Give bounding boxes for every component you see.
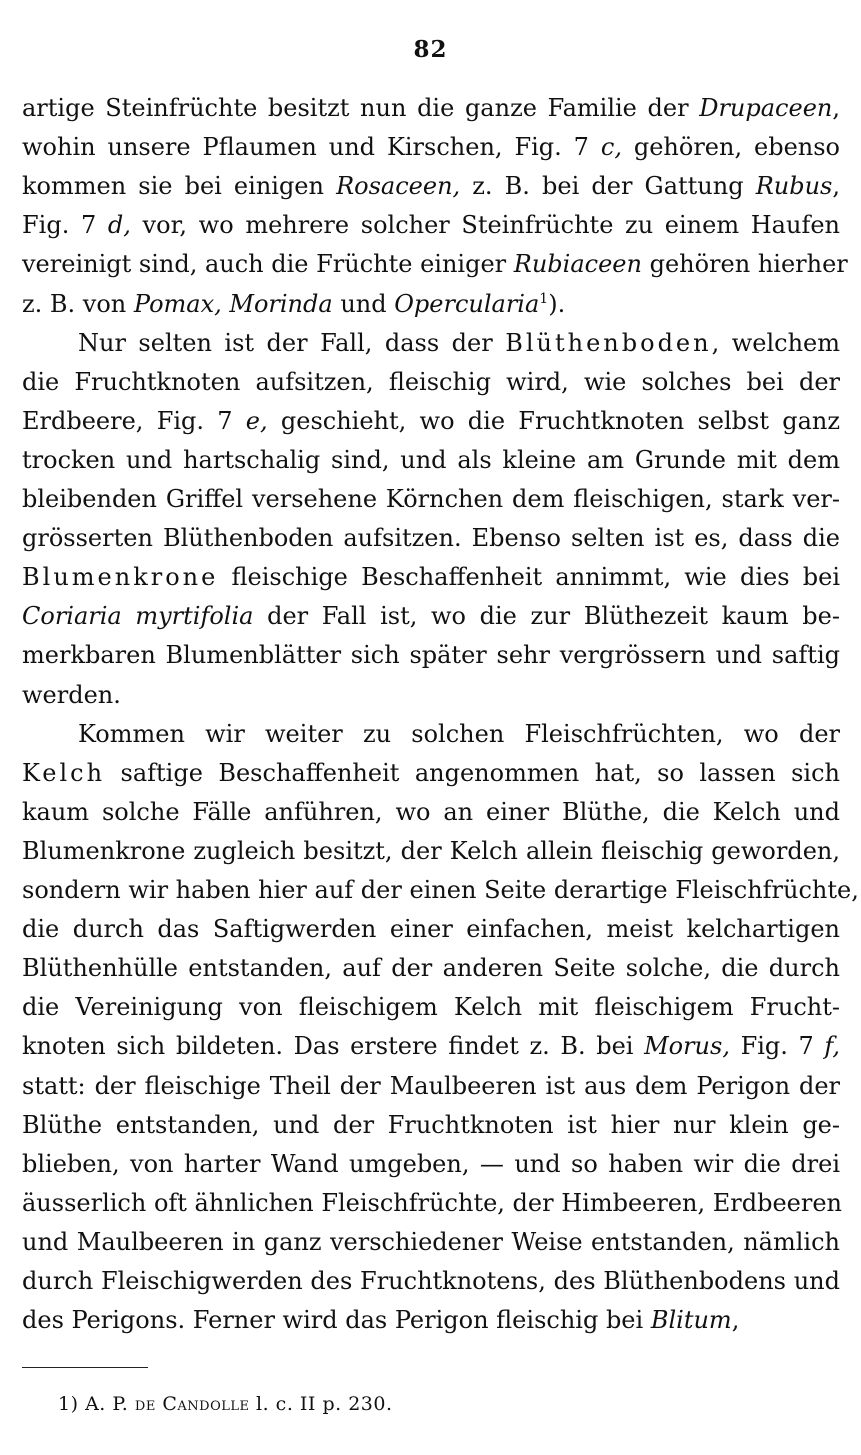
text-line (22, 831, 840, 871)
text-line (22, 557, 840, 597)
text-line (22, 479, 840, 519)
italic-term: Blitum (650, 1306, 732, 1335)
text-segment: wohin unsere Pflaumen und Kirschen, Fig. 7 (22, 133, 601, 162)
text-segment: merkbaren Blumenblätter sich später sehr vergrössern und saftig (22, 641, 840, 670)
text-segment: , (832, 172, 841, 201)
spaced-term: Kelch (22, 758, 106, 787)
footnote-ref: 1 (539, 290, 549, 307)
italic-term: c, (600, 133, 622, 162)
text-line (22, 909, 840, 949)
italic-term: Rubiaceen (513, 250, 642, 279)
text-segment: kaum solche Fälle anführen, wo an einer Blüthe, die Kelch und (22, 797, 840, 826)
text-line (22, 1026, 840, 1066)
text-segment: ). (548, 289, 566, 318)
text-line (22, 1300, 840, 1340)
text-line (22, 205, 840, 245)
text-line (22, 1144, 840, 1184)
text-line (22, 675, 840, 715)
text-line (22, 1261, 840, 1301)
text-line (22, 440, 840, 480)
text-line (22, 244, 848, 284)
text-segment: der Fall ist, wo die zur Blüthezeit kaum be- (253, 602, 840, 631)
text-segment: die durch das Saftigwerden einer einfachen, meist kelchartigen (22, 915, 840, 944)
footnote-author-initials: A. P. (85, 1393, 129, 1415)
text-segment: geschieht, wo die Fruchtknoten selbst ganz (267, 406, 840, 435)
text-segment: und Maulbeeren in ganz verschiedener Weise entstanden, nämlich (22, 1227, 840, 1256)
text-segment: blieben, von harter Wand umgeben, — und so haben wir die drei (22, 1149, 840, 1178)
text-line (78, 714, 840, 754)
text-line (22, 1183, 843, 1223)
page-number: 82 (413, 36, 448, 63)
footnote (58, 1392, 393, 1416)
text-line (22, 518, 840, 558)
text-segment: , welchem (711, 328, 840, 357)
text-line (22, 635, 840, 675)
text-line (22, 127, 840, 167)
italic-term: Pomax, Morinda (133, 289, 333, 318)
text-segment: fleischige Beschaffenheit annimmt, wie dies bei (218, 563, 840, 592)
footnote-author-name: de Candolle (134, 1393, 250, 1415)
text-line (22, 792, 840, 832)
text-line (22, 1105, 840, 1145)
text-line (22, 362, 840, 402)
text-line (22, 88, 840, 128)
text-segment: statt: der fleischige Theil der Maulbeeren ist aus dem Perigon der (22, 1071, 840, 1100)
footnote-divider (22, 1367, 148, 1368)
text-segment: gehören, ebenso (621, 133, 841, 162)
text-segment: Blumenkrone zugleich besitzt, der Kelch allein fleischig geworden, (22, 836, 840, 865)
text-segment: , (731, 1306, 740, 1335)
italic-term: Morus, (644, 1032, 730, 1061)
text-segment: , (832, 94, 840, 122)
text-segment: vor, wo mehrere solcher Steinfrüchte zu einem Haufen (130, 211, 840, 240)
text-line (22, 870, 859, 910)
footnote-marker: 1) (58, 1393, 79, 1415)
text-segment: gehören hierher (641, 250, 848, 279)
text-segment: Fig. 7 (729, 1032, 825, 1061)
italic-term: e, (245, 406, 268, 435)
text-segment: Blüthenhülle entstanden, auf der anderen Seite solche, die durch (22, 954, 840, 983)
italic-term: Coriaria myrtifolia (22, 602, 254, 631)
text-line (78, 323, 840, 363)
text-segment: vereinigt sind, auch die Früchte einiger (22, 250, 514, 279)
text-segment: saftige Beschaffenheit angenommen hat, so lassen sich (105, 758, 840, 787)
italic-term: Rosaceen, (336, 172, 461, 201)
text-segment: durch Fleischigwerden des Fruchtknotens, des Blüthenbodens und (22, 1267, 840, 1295)
text-line (22, 1066, 840, 1106)
text-segment: trocken und hartschalig sind, und als kleine am Grunde mit dem (22, 445, 840, 474)
text-segment: werden. (22, 680, 121, 709)
spaced-term: Blüthenboden (505, 328, 712, 357)
text-segment: sondern wir haben hier auf der einen Seite derartige Fleischfrüchte, (22, 876, 859, 904)
text-segment: bleibenden Griffel versehene Körnchen dem fleischigen, stark ver- (22, 485, 840, 513)
text-line (22, 166, 840, 206)
text-line (22, 948, 840, 988)
italic-term: Rubus (755, 172, 833, 201)
text-segment: Blüthe entstanden, und der Fruchtknoten ist hier nur klein ge- (22, 1110, 840, 1139)
text-segment: die Fruchtknoten aufsitzen, fleischig wird, wie solches bei der (22, 367, 840, 396)
text-segment: artige Steinfrüchte besitzt nun die ganze Familie der (22, 94, 700, 122)
italic-term: Opercularia (394, 289, 540, 318)
text-segment: Nur selten ist der Fall, dass der (78, 328, 506, 357)
text-segment: Erdbeere, Fig. 7 (22, 406, 246, 435)
italic-term: d, (107, 211, 131, 240)
text-segment: äusserlich oft ähnlichen Fleischfrüchte, der Himbeeren, Erdbeeren (22, 1188, 843, 1217)
text-segment: grösserten Blüthenboden aufsitzen. Ebenso selten ist es, dass die (22, 524, 840, 553)
text-segment: die Vereinigung von fleischigem Kelch mit fleischigem Frucht- (22, 993, 840, 1022)
text-line (22, 1222, 840, 1262)
italic-term: f, (824, 1032, 841, 1061)
text-line (22, 596, 840, 636)
text-segment: Kommen wir weiter zu solchen Fleischfrüchten, wo der (78, 719, 840, 748)
text-segment: Fig. 7 (22, 211, 108, 240)
footnote-citation: l. c. II p. 230. (256, 1393, 393, 1415)
text-segment: des Perigons. Ferner wird das Perigon fleischig bei (22, 1306, 651, 1335)
italic-term: Drupaceen (699, 94, 833, 122)
text-segment: z. B. bei der Gattung (460, 172, 756, 201)
spaced-term: Blumenkrone (22, 563, 219, 592)
text-segment: kommen sie bei einigen (22, 172, 337, 201)
text-line (22, 401, 840, 441)
text-segment: und (332, 289, 395, 318)
text-segment: knoten sich bildeten. Das erstere findet z. B. bei (22, 1032, 645, 1061)
text-line (22, 284, 840, 324)
text-line (22, 987, 840, 1027)
text-line (22, 753, 840, 793)
text-segment: z. B. von (22, 289, 134, 318)
